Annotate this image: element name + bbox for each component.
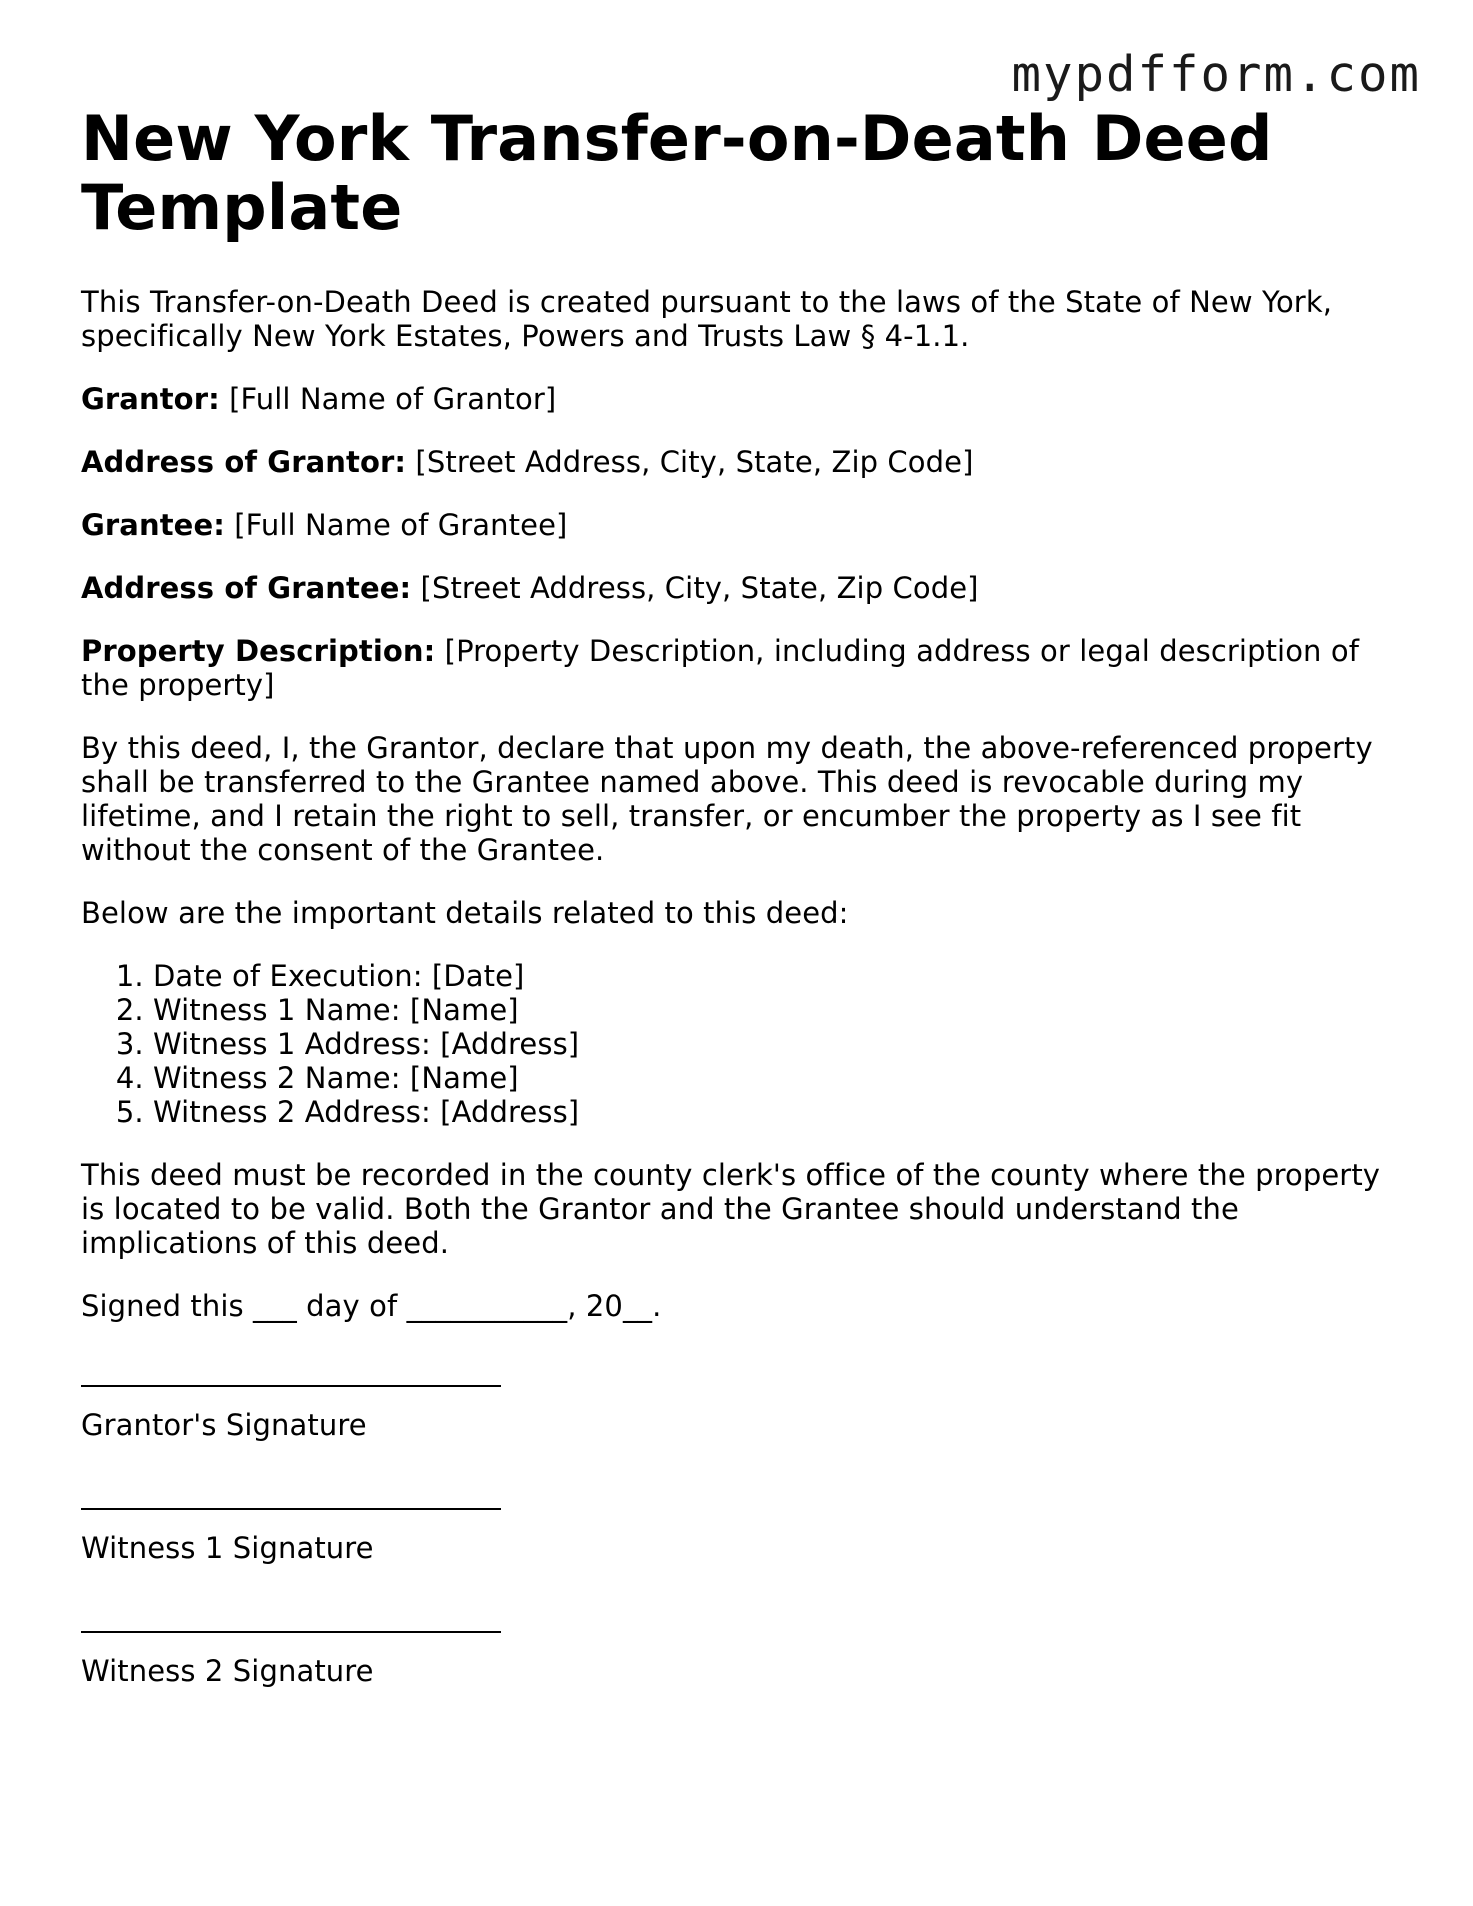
details-intro: Below are the important details related to this deed:: [81, 896, 849, 930]
witness1-signature-line[interactable]: [81, 1482, 501, 1510]
witness2-signature-label: Witness 2 Signature: [81, 1654, 374, 1688]
field-grantee-address: [81, 571, 1381, 605]
field-label: Property Description:: [81, 634, 436, 668]
document-page: [81, 104, 1381, 1688]
witness2-signature-line[interactable]: [81, 1605, 501, 1633]
grantor-signature-line[interactable]: [81, 1359, 501, 1387]
list-item: 2. Witness 1 Name: [Name]: [153, 993, 1381, 1027]
field-grantor-address: [81, 445, 1381, 479]
intro-paragraph: This Transfer-on-Death Deed is created pursuant to the laws of the State of New York, specifically New York Estates, Powers and Trusts Law § 4-1.1.: [81, 285, 1333, 353]
details-list: [81, 959, 1381, 1129]
recording-note: This deed must be recorded in the county clerk's office of the county where the property is located to be valid. Both the Grantor and the Grantee should understand the implications of this deed.: [81, 1158, 1381, 1260]
grantor-signature-label: Grantor's Signature: [81, 1408, 367, 1442]
document-body: [81, 285, 1381, 1688]
field-value: [Full Name of Grantor]: [229, 382, 557, 416]
list-item: 5. Witness 2 Address: [Address]: [153, 1095, 1381, 1129]
field-grantor: [81, 382, 1381, 416]
list-item: 1. Date of Execution: [Date]: [153, 959, 1381, 993]
watermark-text: mypdfform.com: [1011, 46, 1421, 103]
field-value: [Property Description, including address or legal description of the property]: [81, 634, 1360, 702]
declaration-paragraph: By this deed, I, the Grantor, declare that upon my death, the above-referenced property shall be transferred to the Grantee named above. This deed is revocable during my lifetime, and I retain the right to sell, transfer, or encumber the property as I see fit without the consent of the Grantee.: [81, 731, 1373, 867]
field-label: Grantor:: [81, 382, 220, 416]
signed-date-line: Signed this ___ day of ___________, 20__.: [81, 1289, 662, 1323]
field-property-description: [81, 634, 1381, 702]
field-grantee: [81, 508, 1381, 542]
field-label: Grantee:: [81, 508, 225, 542]
page-title: New York Transfer-on-Death Deed Template: [81, 102, 1273, 244]
field-value: [Street Address, City, State, Zip Code]: [420, 571, 979, 605]
list-item: 3. Witness 1 Address: [Address]: [153, 1027, 1381, 1061]
field-label: Address of Grantee:: [81, 571, 412, 605]
field-value: [Full Name of Grantee]: [234, 508, 568, 542]
list-item: 4. Witness 2 Name: [Name]: [153, 1061, 1381, 1095]
field-label: Address of Grantor:: [81, 445, 407, 479]
witness1-signature-label: Witness 1 Signature: [81, 1531, 374, 1565]
field-value: [Street Address, City, State, Zip Code]: [415, 445, 974, 479]
